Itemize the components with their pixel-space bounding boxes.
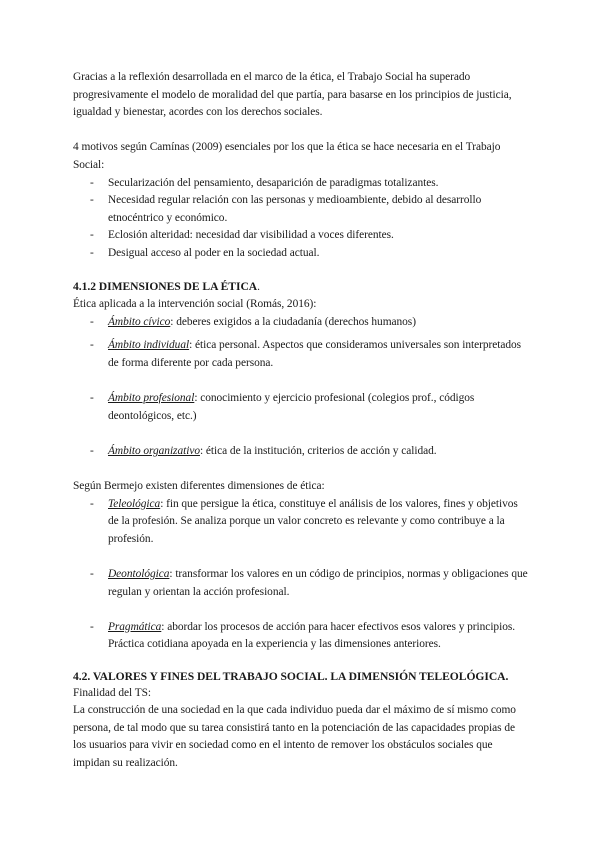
- section-heading-412-text: 4.1.2 DIMENSIONES DE LA ÉTICA: [73, 279, 258, 293]
- section-heading-42: 4.2. VALORES Y FINES DEL TRABAJO SOCIAL. LA DIMENSIÓN TELEOLÓGICA.: [73, 670, 509, 683]
- list-item: - Desigual acceso al poder en la sociedad actual.: [73, 245, 529, 263]
- list-item: [73, 337, 529, 372]
- list-item: [73, 390, 529, 425]
- term-label: Ámbito individual: [108, 339, 190, 352]
- motivos-lead: 4 motivos según Camínas (2009) esenciales por los que la ética se hace necesaria en el Trabajo Social:: [73, 141, 501, 171]
- term-label: Ámbito organizativo: [108, 444, 200, 457]
- list-item: - Secularización del pensamiento, desaparición de paradigmas totalizantes.: [73, 175, 529, 193]
- term-description: : abordar los procesos de acción para hacer efectivos esos valores y principios. Práctica cotidiana apoyada en la experiencia y las dimensiones anteriores.: [108, 620, 516, 651]
- term-description: : fin que persigue la ética, constituye el análisis de los valores, fines y objetivos de la profesión. Se analiza porque un valor concreto es relevante y como contribuye a la profesión.: [108, 497, 518, 545]
- section-heading-412-period: .: [257, 280, 260, 293]
- term-description: : deberes exigidos a la ciudadanía (derechos humanos): [170, 315, 416, 328]
- section-42-sub: Finalidad del TS:: [73, 686, 152, 699]
- motivos-list: [73, 175, 529, 263]
- section-412-lead: Ética aplicada a la intervención social (Romás, 2016):: [73, 298, 317, 311]
- term-label: Ámbito profesional: [108, 392, 195, 405]
- section-42-body: La construcción de una sociedad en la que cada individuo pueda dar el máximo de sí mismo como persona, de tal modo que su tarea consistirá tanto en la potenciación de las capacidades propias de los usuarios para vivir en sociedad como en el intento de remover los obstáculos sociales que impidan su realización.: [73, 704, 516, 769]
- term-label: Ámbito cívico: [108, 315, 171, 328]
- term-description: : conocimiento y ejercicio profesional (colegios prof., códigos deontológicos, etc.): [108, 392, 475, 422]
- list-item: [73, 619, 529, 654]
- document-body: [73, 69, 529, 772]
- term-description: : ética de la institución, criterios de acción y calidad.: [199, 444, 437, 457]
- term-description: : transformar los valores en un código de principios, normas y obligaciones que regulan y orientan la acción profesional.: [108, 568, 528, 598]
- list-item: [73, 496, 529, 549]
- list-item: - Eclosión alteridad: necesidad dar visibilidad a voces diferentes.: [73, 227, 529, 245]
- term-label: Teleológica: [108, 497, 161, 510]
- list-item: [73, 443, 529, 461]
- bermejo-lead: Según Bermejo existen diferentes dimensiones de ética:: [73, 480, 325, 493]
- bermejo-list: [73, 496, 529, 654]
- intro-paragraph: Gracias a la reflexión desarrollada en el marco de la ética, el Trabajo Social ha superado progresivamente el modelo de moralidad del que partía, para basarse en los principios de justicia, igualdad y bienestar, acordes con los derechos sociales.: [73, 71, 512, 119]
- ambitos-list: [73, 314, 529, 461]
- term-description: : ética personal. Aspectos que consideramos universales son interpretados de forma diferente por cada persona.: [108, 339, 522, 369]
- section-heading-412: [73, 279, 529, 297]
- list-item: [73, 566, 529, 601]
- list-item: [73, 314, 529, 332]
- term-label: Pragmática: [108, 620, 162, 633]
- term-label: Deontológica: [108, 568, 170, 581]
- list-item: - Necesidad regular relación con las personas y medioambiente, debido al desarrollo etnocéntrico y económico.: [73, 192, 529, 227]
